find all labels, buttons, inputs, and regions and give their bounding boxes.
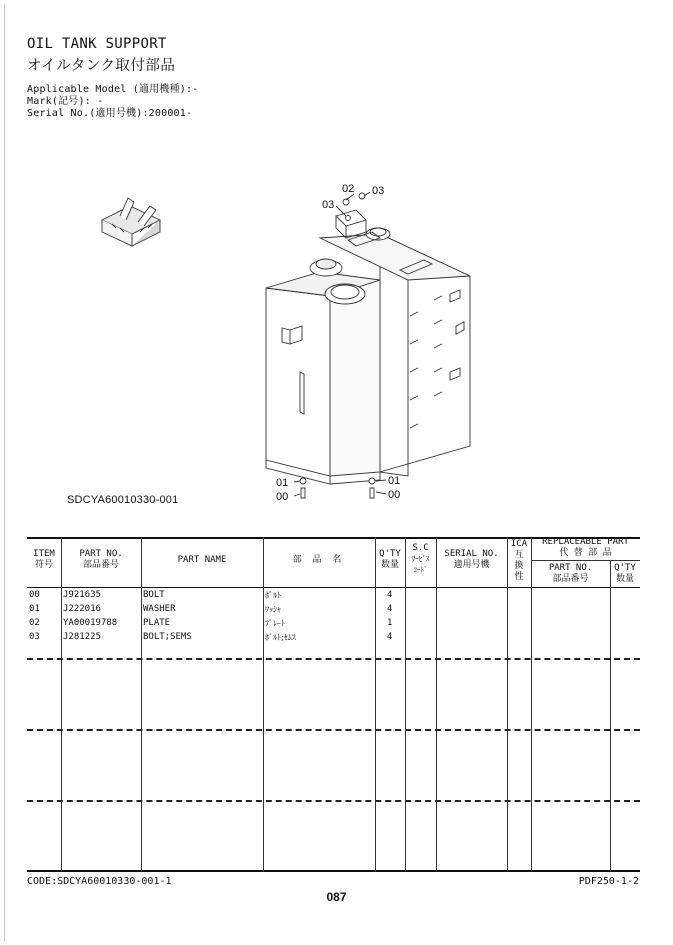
- table-bottom-border: [27, 870, 640, 872]
- callout-03b: 03: [322, 199, 335, 211]
- page-title-jp: オイルタンク取付部品: [27, 58, 176, 74]
- row-qty: 4: [387, 604, 393, 614]
- row-item: 00: [29, 590, 40, 600]
- row-part-name-jp: ﾌﾟﾚｰﾄ: [265, 619, 285, 628]
- callout-01: 01: [276, 477, 289, 489]
- row-part-no: J222016: [63, 604, 101, 614]
- col-divider: [436, 537, 437, 872]
- col-divider: [531, 537, 532, 872]
- header-rep-part-no: PART NO. 部品番号: [548, 563, 593, 584]
- callout-00b: 00: [388, 489, 401, 501]
- callout-00: 00: [276, 491, 289, 503]
- table-header-divider: [27, 587, 640, 588]
- row-part-name: WASHER: [143, 604, 176, 614]
- page-number: 087: [326, 890, 347, 904]
- col-divider: [507, 537, 508, 872]
- table-group-divider: [27, 729, 640, 731]
- row-part-no: J281225: [63, 632, 101, 642]
- row-part-name-jp: ﾜｯｼｬ: [265, 605, 281, 614]
- row-part-no: J921635: [63, 590, 101, 600]
- isometric-view-icon: [102, 198, 160, 246]
- header-serial-no: SERIAL NO. 適用号機: [444, 549, 499, 570]
- row-part-name-jp: ﾎﾞﾙﾄ: [265, 591, 281, 600]
- row-qty: 4: [387, 590, 393, 600]
- page-title: OIL TANK SUPPORT: [27, 36, 167, 52]
- row-item: 02: [29, 618, 40, 628]
- col-divider: [141, 537, 142, 872]
- replaceable-subheader-line: [531, 560, 640, 561]
- header-part-no: PART NO. 部品番号: [79, 549, 123, 570]
- header-part-name-jp: 部 品 名: [292, 555, 346, 565]
- header-rep-qty: Q'TY 数量: [614, 563, 636, 584]
- row-part-name: BOLT: [143, 590, 165, 600]
- row-part-name-jp: ﾎﾞﾙﾄ;ｾﾑｽ: [265, 633, 296, 642]
- row-part-name: PLATE: [143, 618, 171, 628]
- parts-table: [27, 537, 640, 869]
- header-ica: ICA 互 換 性: [510, 539, 528, 582]
- callout-02: 02: [342, 183, 355, 195]
- mark: Mark(記号): -: [27, 96, 104, 107]
- row-part-no: YA00019788: [63, 618, 118, 628]
- header-qty: Q'TY 数量: [379, 549, 401, 570]
- table-group-divider: [27, 658, 640, 660]
- callout-03: 03: [372, 185, 385, 197]
- callout-01b: 01: [388, 475, 401, 487]
- header-part-name: PART NAME: [177, 555, 227, 565]
- serial-number: Serial No.(適用号機):200001-: [27, 108, 193, 119]
- footer-code: CODE:SDCYA60010330-001-1: [27, 876, 172, 887]
- table-group-divider: [27, 800, 640, 802]
- drawing-code: SDCYA60010330-001: [67, 494, 179, 506]
- col-divider: [263, 537, 264, 872]
- col-divider: [61, 537, 62, 872]
- footer-pdf-ref: PDF250-1-2: [578, 876, 639, 887]
- header-item: ITEM 符号: [33, 549, 55, 570]
- row-item: 03: [29, 632, 40, 642]
- row-part-name: BOLT;SEMS: [143, 632, 192, 642]
- col-divider: [375, 537, 376, 872]
- row-qty: 1: [387, 618, 393, 628]
- header-service-code: S.C ｻｰﾋﾞｽ ｺｰﾄﾞ: [411, 543, 430, 574]
- row-qty: 4: [387, 632, 393, 642]
- row-item: 01: [29, 604, 40, 614]
- parts-diagram: [90, 176, 510, 516]
- applicable-model: Applicable Model (適用機種):-: [27, 84, 199, 95]
- col-divider: [405, 537, 406, 872]
- col-divider: [610, 560, 611, 872]
- header-replaceable-part: REPLACEABLE PART 代 替 部 品: [542, 537, 629, 558]
